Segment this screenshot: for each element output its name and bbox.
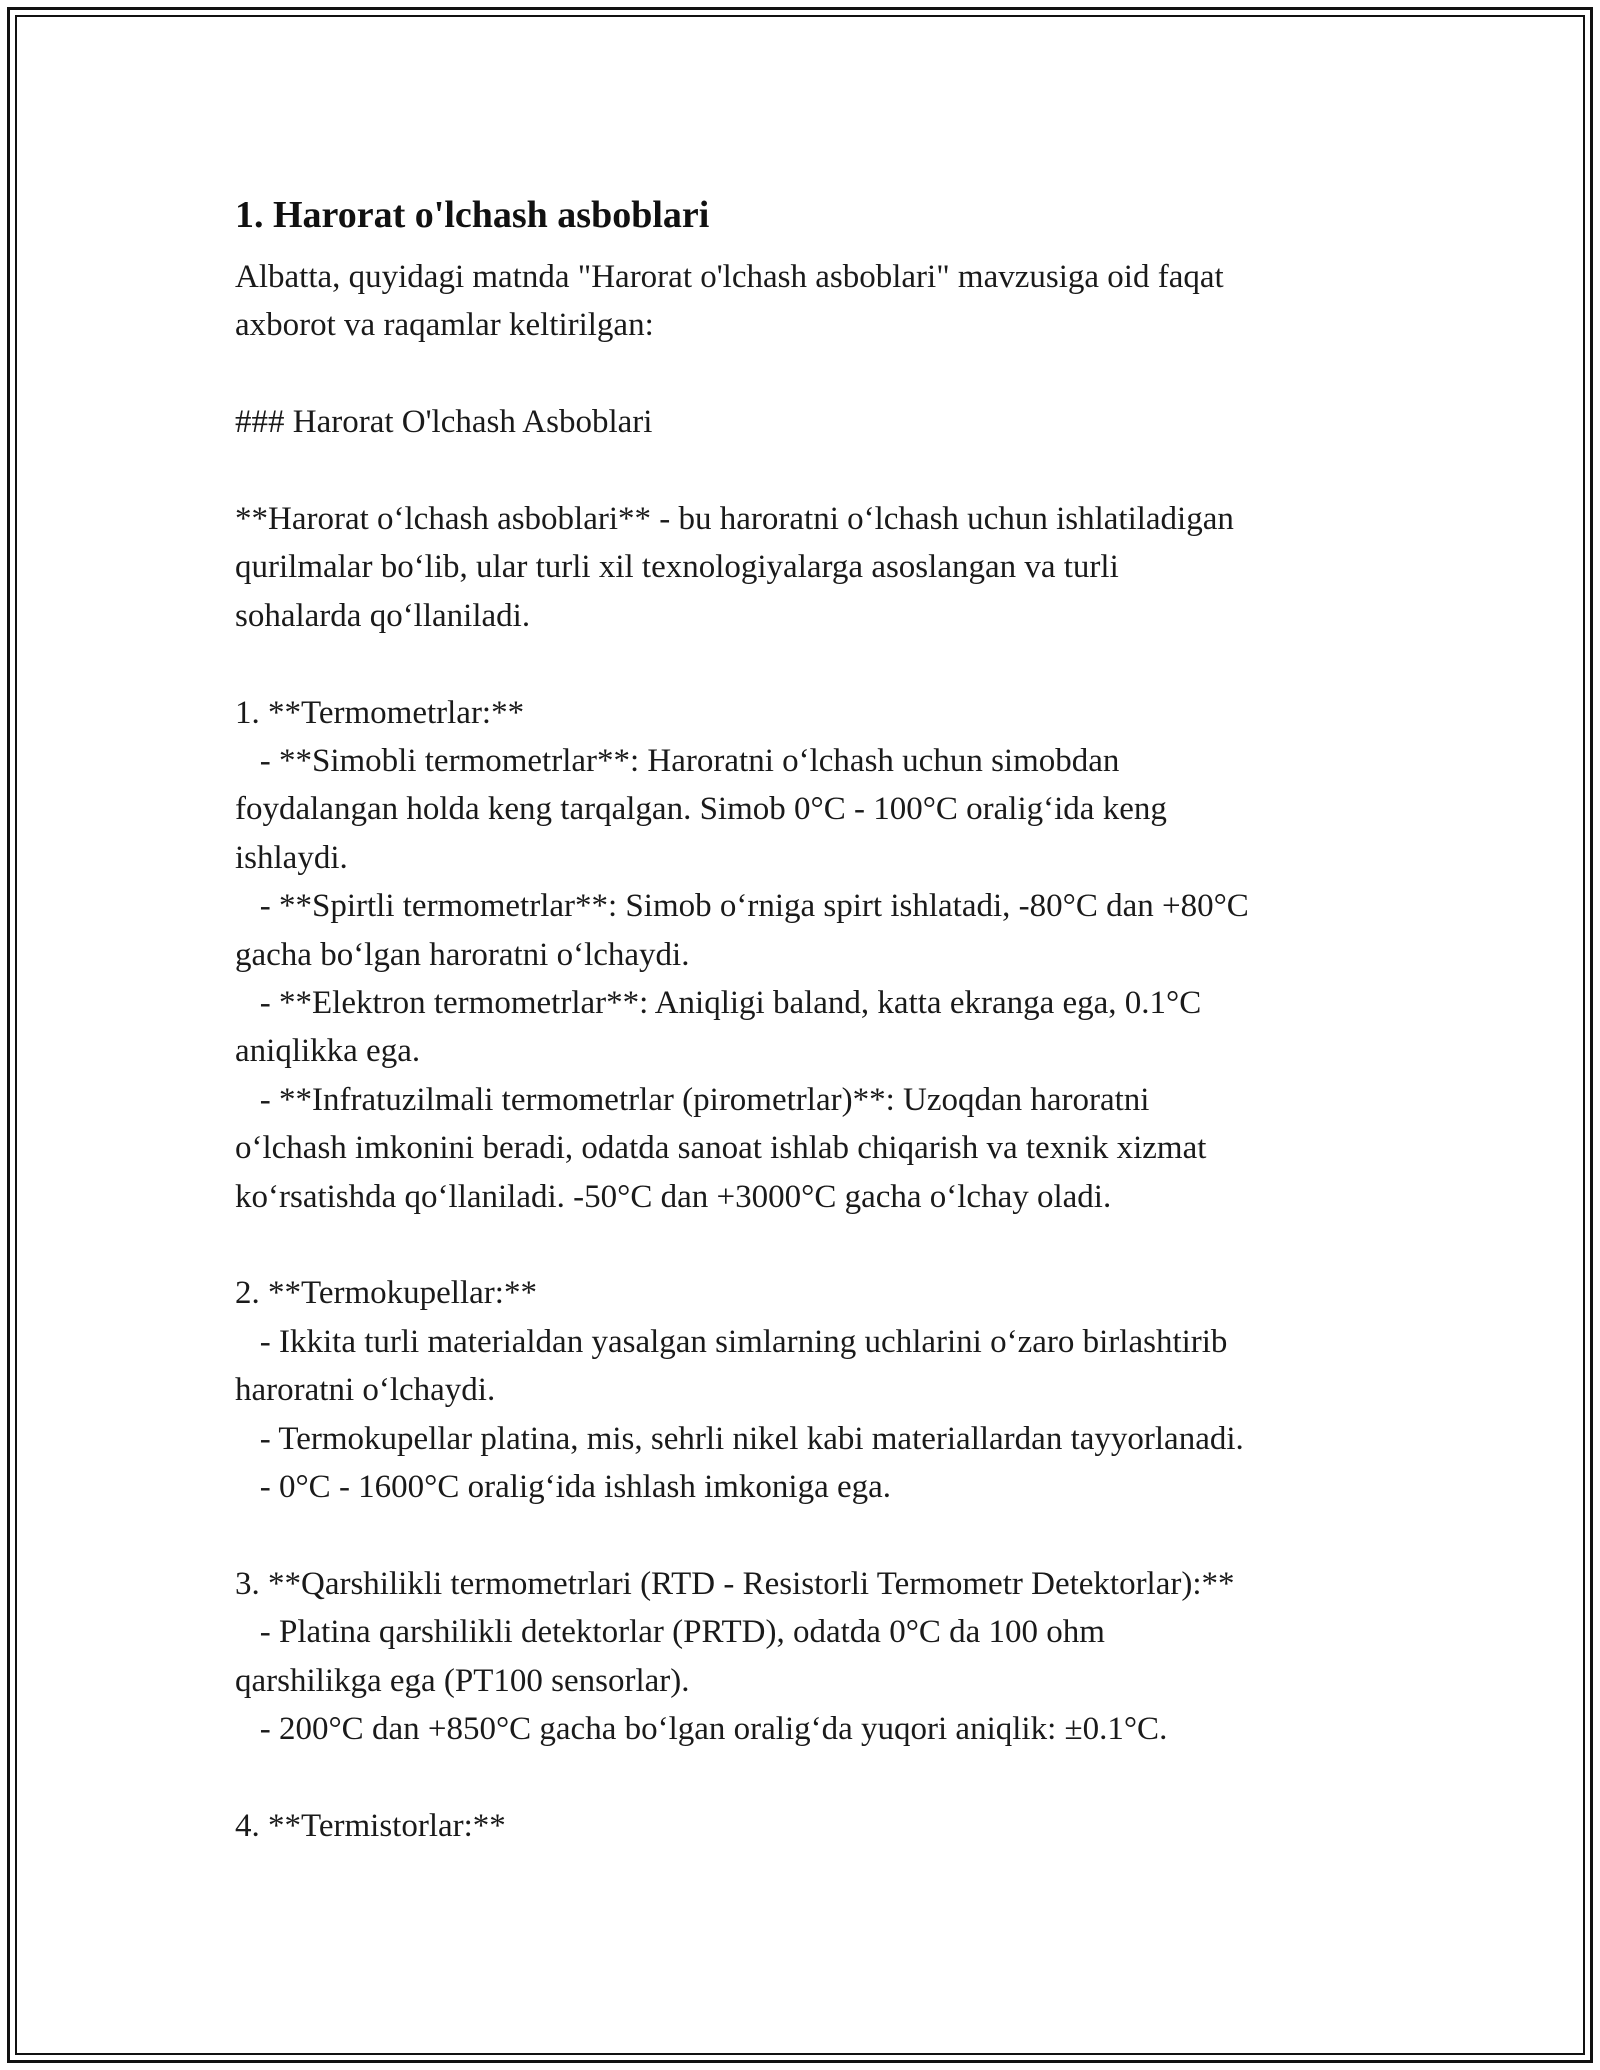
list-item-line: - **Spirtli termometrlar**: Simob o‘rniga spirt ishlatadi, -80°C dan +80°C: [235, 888, 1249, 925]
document-body: [235, 185, 1375, 1850]
text-line: sohalarda qo‘llaniladi.: [235, 597, 531, 634]
list-item-line: - **Elektron termometrlar**: Aniqligi baland, katta ekranga ega, 0.1°C: [235, 985, 1202, 1022]
text-line: Albatta, quyidagi matnda "Harorat o'lchash asboblari" mavzusiga oid faqat: [235, 259, 1224, 295]
section-heading: 1. Harorat o'lchash asboblari: [235, 194, 710, 236]
list-item-line: - 0°C - 1600°C oralig‘ida ishlash imkoniga ega.: [235, 1469, 892, 1506]
blank-line: [235, 1754, 1375, 1802]
text-line: o‘lchash imkonini beradi, odatda sanoat ishlab chiqarish va texnik xizmat: [235, 1130, 1207, 1167]
text-line: gacha bo‘lgan haroratni o‘lchaydi.: [235, 936, 690, 973]
list-item-line: - **Simobli termometrlar**: Haroratni o‘lchash uchun simobdan: [235, 743, 1120, 780]
blank-line: [235, 350, 1375, 398]
body-text: [235, 253, 1375, 1850]
text-line: axborot va raqamlar keltirilgan:: [235, 307, 654, 344]
blank-line: [235, 1221, 1375, 1269]
text-line: aniqlikka ega.: [235, 1033, 421, 1070]
list-item-heading: 2. **Termokupellar:**: [235, 1275, 537, 1312]
list-item-heading: 4. **Termistorlar:**: [235, 1807, 506, 1844]
blank-line: [235, 1512, 1375, 1560]
text-line: haroratni o‘lchaydi.: [235, 1372, 496, 1409]
list-item-heading: 1. **Termometrlar:**: [235, 694, 525, 731]
list-item-line: - Platina qarshilikli detektorlar (PRTD), odatda 0°C da 100 ohm: [235, 1614, 1105, 1651]
list-item-heading: 3. **Qarshilikli termometrlari (RTD - Resistorli Termometr Detektorlar):**: [235, 1565, 1235, 1602]
text-line: **Harorat o‘lchash asboblari** - bu haroratni o‘lchash uchun ishlatiladigan: [235, 501, 1234, 537]
text-line: ishlaydi.: [235, 839, 348, 876]
blank-line: [235, 447, 1375, 495]
text-line: qurilmalar bo‘lib, ular turli xil texnologiyalarga asoslangan va turli: [235, 549, 1119, 586]
list-item-line: - 200°C dan +850°C gacha bo‘lgan oralig‘da yuqori aniqlik: ±0.1°C.: [235, 1711, 1168, 1748]
blank-line: [235, 640, 1375, 688]
list-item-line: - Termokupellar platina, mis, sehrli nikel kabi materiallardan tayyorlanadi.: [235, 1420, 1244, 1457]
list-item-line: - Ikkita turli materialdan yasalgan simlarning uchlarini o‘zaro birlashtirib: [235, 1323, 1228, 1360]
text-line: qarshilikga ega (PT100 sensorlar).: [235, 1662, 690, 1699]
text-line: foydalangan holda keng tarqalgan. Simob 0°C - 100°C oralig‘ida keng: [235, 791, 1167, 828]
text-line: ko‘rsatishda qo‘llaniladi. -50°C dan +3000°C gacha o‘lchay oladi.: [235, 1178, 1112, 1215]
list-item-line: - **Infratuzilmali termometrlar (pirometrlar)**: Uzoqdan haroratni: [235, 1081, 1150, 1118]
text-line: ### Harorat O'lchash Asboblari: [235, 404, 653, 441]
